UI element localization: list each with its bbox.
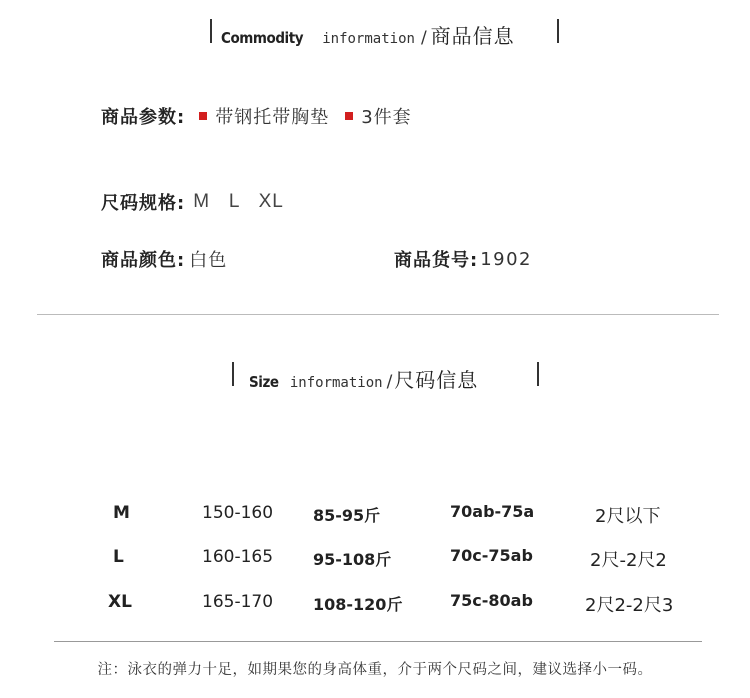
section-divider	[37, 314, 719, 315]
item-no-row	[394, 246, 532, 272]
params-item-2: 3件套	[361, 107, 412, 128]
waist-cell: 2尺2-2尺3	[585, 595, 674, 616]
sizes-spec-value: M L XL	[193, 191, 284, 212]
commodity-heading-cn: 商品信息	[430, 24, 515, 48]
size-heading-cn: 尺码信息	[394, 368, 479, 392]
params-label: 商品参数:	[101, 107, 186, 128]
height-cell: 165-170	[202, 592, 274, 612]
params-item-1: 带钢托带胸垫	[215, 107, 330, 128]
size-cell: L	[113, 547, 124, 567]
color-row	[101, 246, 227, 272]
heading-divider-left	[210, 19, 212, 43]
commodity-heading-slash: /	[420, 28, 427, 48]
color-label: 商品颜色:	[101, 250, 186, 271]
note-divider	[54, 641, 702, 642]
cup-cell: 75c-80ab	[450, 591, 533, 610]
size-heading	[249, 364, 478, 393]
height-cell: 160-165	[202, 547, 274, 567]
heading-divider-right	[557, 19, 559, 43]
commodity-heading	[221, 20, 515, 49]
sizes-spec-row	[101, 189, 284, 215]
red-square-icon	[345, 112, 353, 120]
cup-cell: 70c-75ab	[450, 546, 533, 565]
weight-cell: 108-120斤	[313, 595, 403, 614]
commodity-heading-en-light: information	[322, 31, 415, 47]
cup-cell: 70ab-75a	[450, 502, 535, 521]
size-heading-en-bold: Size	[249, 373, 279, 391]
waist-cell: 2尺-2尺2	[590, 550, 667, 571]
params-row	[101, 103, 412, 129]
size-cell: XL	[108, 592, 132, 612]
height-cell: 150-160	[202, 503, 274, 523]
size-heading-divider-left	[232, 362, 234, 386]
weight-cell: 85-95斤	[313, 506, 381, 525]
item-no-value: 1902	[480, 248, 533, 270]
sizes-spec-label: 尺码规格:	[101, 193, 186, 214]
size-heading-divider-right	[537, 362, 539, 386]
red-square-icon	[199, 112, 207, 120]
item-no-label: 商品货号:	[394, 250, 479, 271]
waist-cell: 2尺以下	[595, 506, 661, 527]
weight-cell: 95-108斤	[313, 550, 392, 569]
commodity-heading-en-bold: Commodity	[221, 29, 304, 47]
color-value: 白色	[189, 250, 228, 271]
size-note: 注：泳衣的弹力十足，如期果您的身高体重，介于两个尺码之间，建议选择小一码。	[97, 662, 653, 678]
size-heading-en-light: information	[289, 375, 383, 391]
size-heading-slash: /	[386, 372, 393, 392]
size-cell: M	[113, 503, 130, 523]
